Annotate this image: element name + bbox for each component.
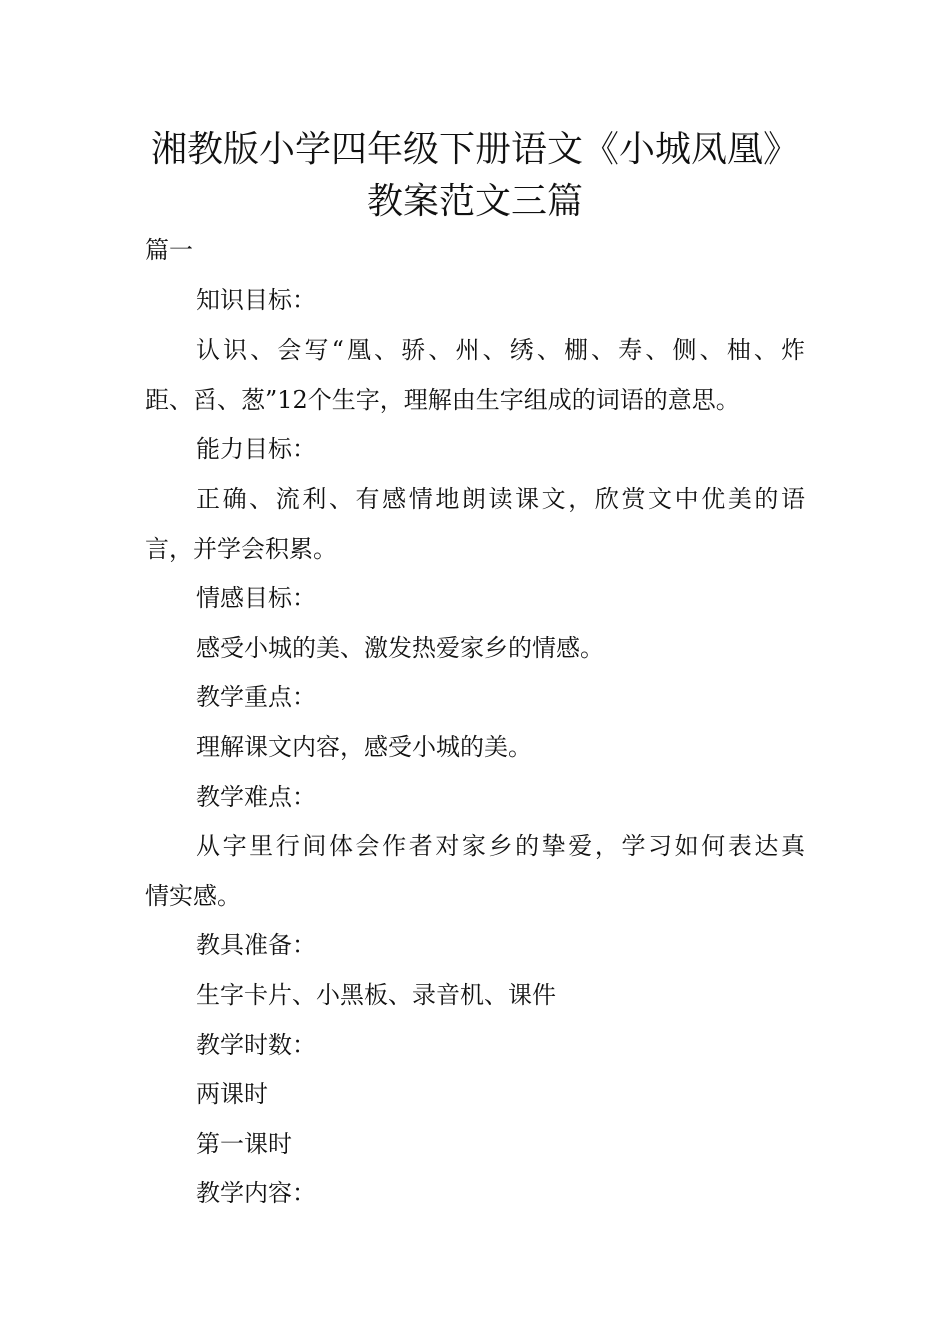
heading-teaching-content: 教学内容： — [196, 1179, 316, 1207]
heading-ability-goal: 能力目标： — [196, 435, 316, 463]
heading-first-lesson: 第一课时 — [196, 1130, 292, 1158]
heading-knowledge-goal: 知识目标： — [196, 286, 316, 314]
paragraph-line: 认识、会写“凰、骄、州、绣、棚、寿、侧、柚、炸 — [196, 336, 805, 364]
paragraph-line: 从字里行间体会作者对家乡的挚爱，学习如何表达真 — [196, 832, 805, 860]
paragraph-line: 两课时 — [196, 1080, 268, 1108]
heading-emotion-goal: 情感目标： — [196, 584, 316, 612]
document-title-line-2: 教案范文三篇 — [366, 181, 583, 222]
heading-difficulty: 教学难点： — [196, 783, 316, 811]
heading-key-point: 教学重点： — [196, 683, 316, 711]
paragraph-line: 正确、流利、有感情地朗读课文，欣赏文中优美的语 — [196, 485, 805, 513]
document-title-line-1: 湘教版小学四年级下册语文《小城凤凰》 — [150, 129, 799, 170]
paragraph-line: 言，并学会积累。 — [145, 535, 337, 563]
paragraph-line: 感受小城的美、激发热爱家乡的情感。 — [196, 634, 604, 662]
section-heading: 篇一 — [145, 236, 193, 264]
paragraph-line: 情实感。 — [145, 882, 241, 910]
heading-teaching-aids: 教具准备： — [196, 931, 316, 959]
paragraph-line: 距、舀、葱”12个生字，理解由生字组成的词语的意思。 — [145, 386, 740, 414]
heading-class-hours: 教学时数： — [196, 1031, 316, 1059]
paragraph-line: 生字卡片、小黑板、录音机、课件 — [196, 981, 556, 1009]
paragraph-line: 理解课文内容，感受小城的美。 — [196, 733, 532, 761]
